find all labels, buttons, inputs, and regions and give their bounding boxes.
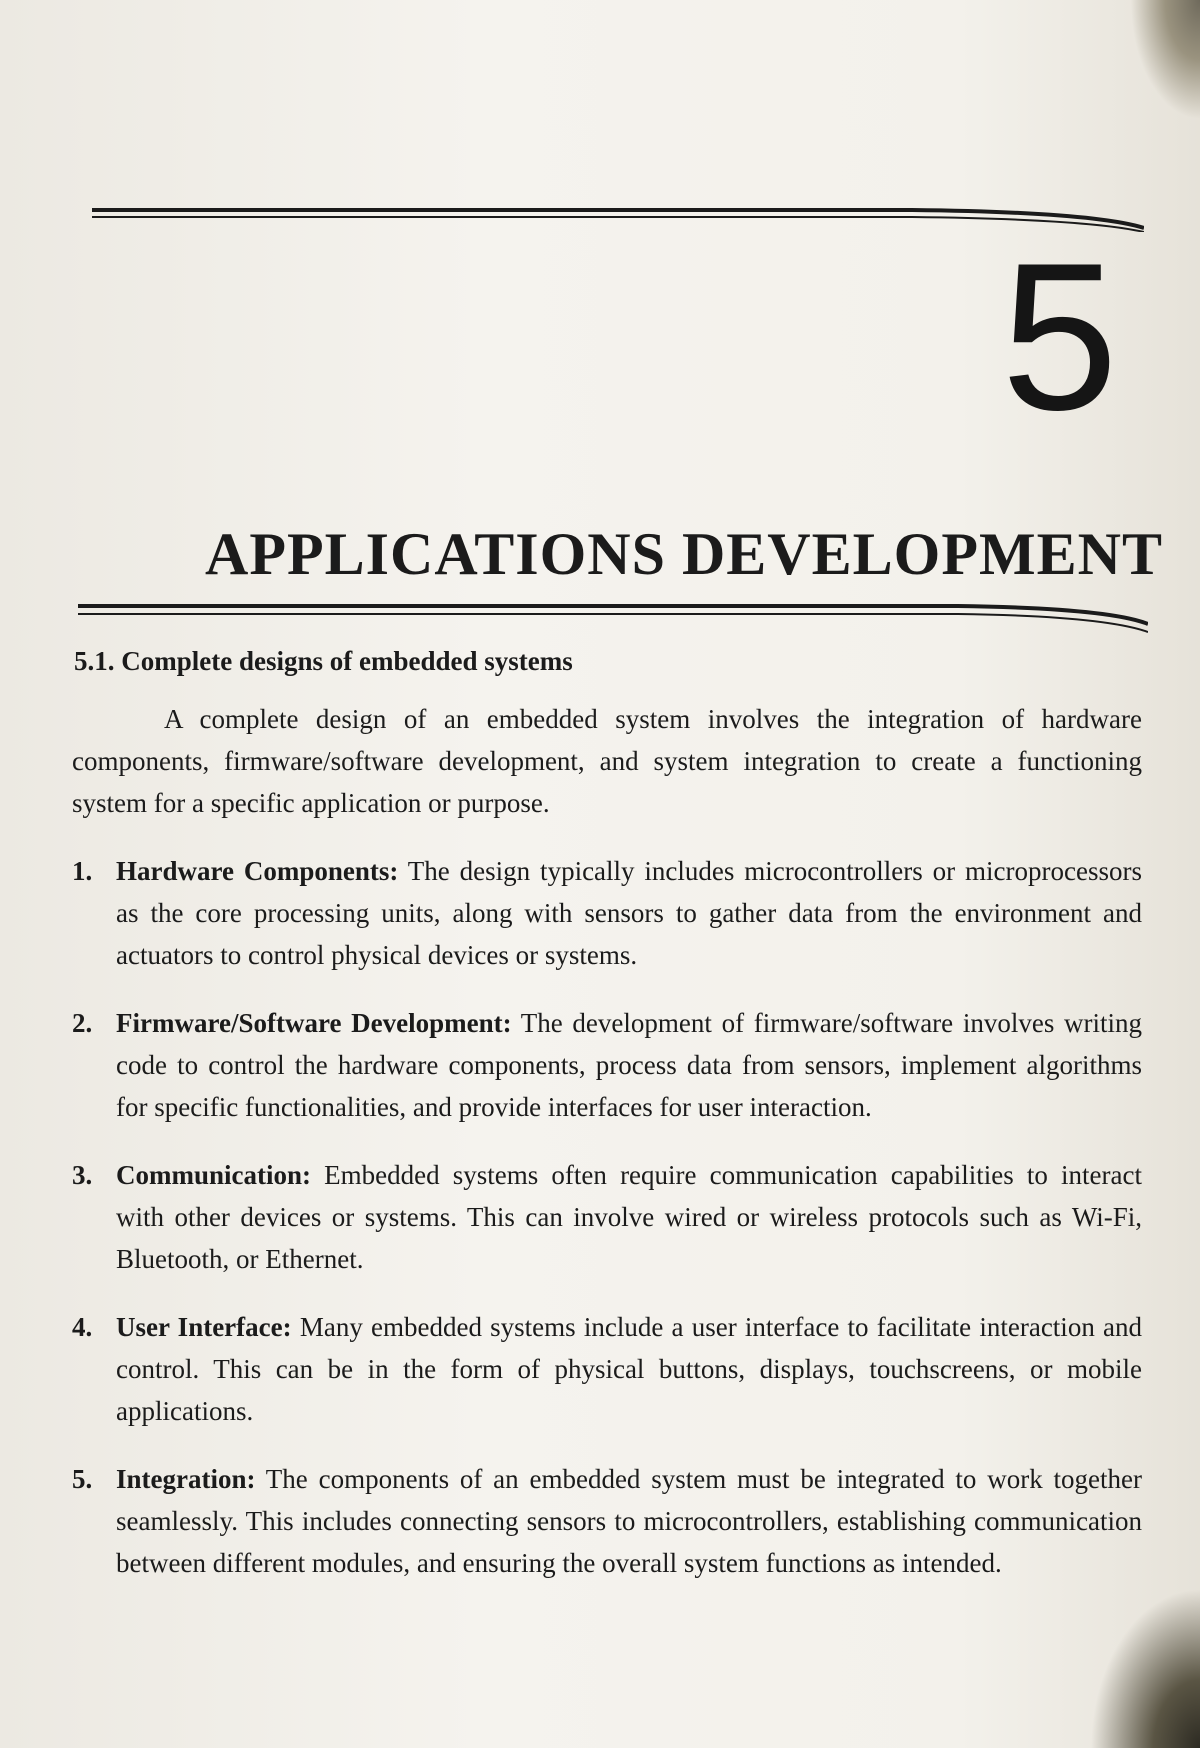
list-item-number: 5. bbox=[72, 1464, 93, 1494]
page-corner-shadow-bottom bbox=[1090, 1588, 1200, 1748]
list-item-text: The development of firmware/software involves writing code to control the hardware components, process data from sensors, implement algorithms for specific functionalities, and provide interfaces for user interaction. bbox=[116, 1008, 1143, 1122]
list-item-number: 2. bbox=[72, 1008, 93, 1038]
list-item-text: Embedded systems often require communication capabilities to interact with other devices or systems. This can involve wired or wireless protocols such as Wi-Fi, Bluetooth, or Ethernet. bbox=[116, 1160, 1142, 1274]
page-content bbox=[72, 640, 1142, 1610]
list-item-number: 3. bbox=[72, 1160, 93, 1190]
list-item-text: The design typically includes microcontrollers or microprocessors as the core processing units, along with sensors to gather data from the environment and actuators to control physical devices or systems. bbox=[116, 856, 1142, 970]
design-points-list bbox=[72, 850, 1142, 1584]
list-item-term: Firmware/Software Development: bbox=[116, 1008, 512, 1038]
list-item-term: Communication: bbox=[116, 1160, 311, 1190]
chapter-number: 5 bbox=[1001, 219, 1118, 454]
list-item-term: Integration: bbox=[116, 1464, 256, 1494]
list-item-text: Many embedded systems include a user interface to facilitate interaction and control. This can be in the form of physical buttons, displays, touchscreens, or mobile applications. bbox=[116, 1312, 1142, 1426]
list-item bbox=[72, 1458, 1142, 1584]
list-item bbox=[72, 1002, 1142, 1128]
list-item-term: Hardware Components: bbox=[116, 856, 399, 886]
intro-paragraph: A complete design of an embedded system involves the integration of hardware components, firmware/software development, and system integration to create a functioning system for a specific application or purpose. bbox=[72, 704, 1142, 818]
list-item bbox=[72, 850, 1142, 976]
list-item-term: User Interface: bbox=[116, 1312, 292, 1342]
list-item-number: 1. bbox=[72, 856, 93, 886]
list-item-text: The components of an embedded system must be integrated to work together seamlessly. This includes connecting sensors to microcontrollers, establishing communication between different modules, and ensuring the overall system functions as intended. bbox=[116, 1464, 1142, 1578]
list-item bbox=[72, 1306, 1142, 1432]
section-heading: 5.1. Complete designs of embedded systems bbox=[74, 646, 573, 676]
chapter-top-rule bbox=[92, 206, 1144, 232]
chapter-title: APPLICATIONS DEVELOPMENT bbox=[205, 521, 1163, 587]
page-corner-shadow-top bbox=[1130, 0, 1200, 120]
list-item bbox=[72, 1154, 1142, 1280]
list-item-number: 4. bbox=[72, 1312, 93, 1342]
